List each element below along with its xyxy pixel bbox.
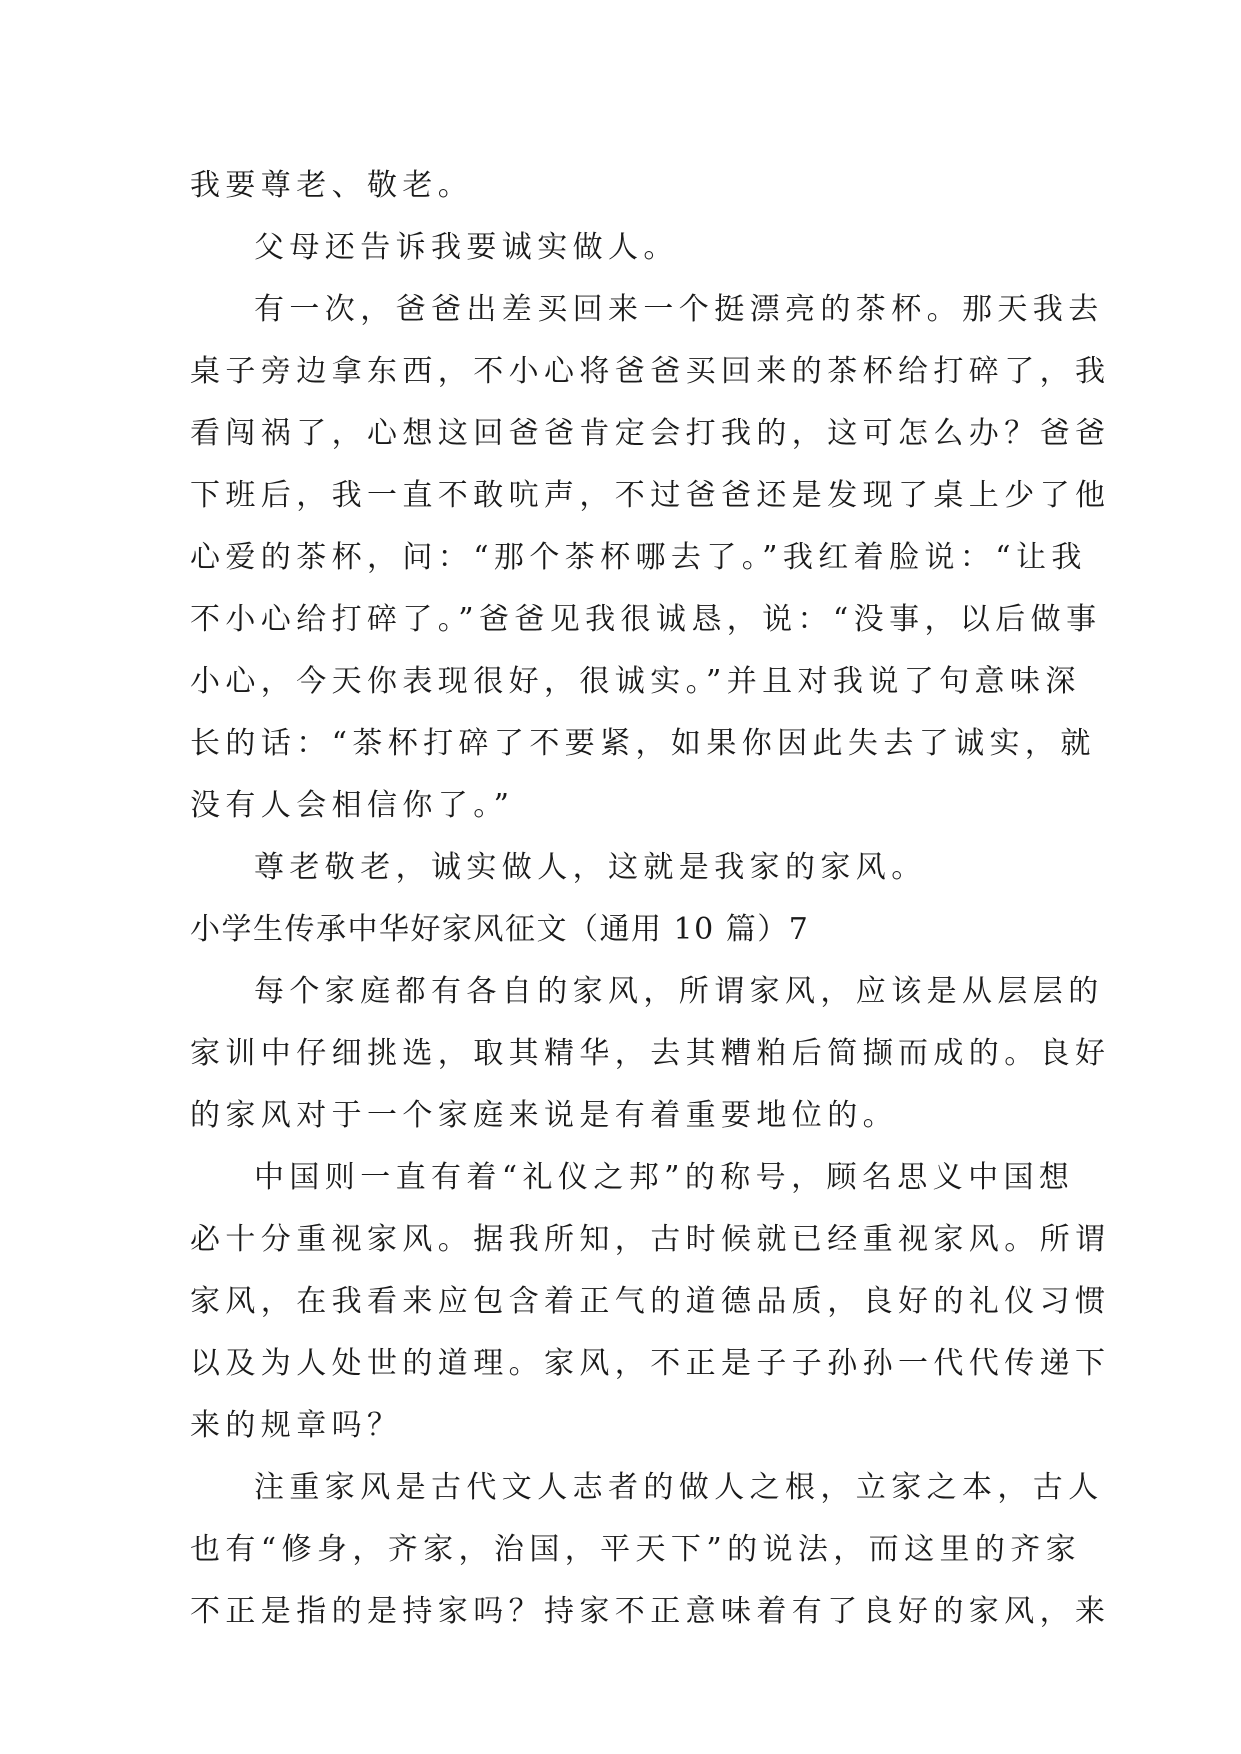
text-line: 必十分重视家风。据我所知，古时候就已经重视家风。所谓 xyxy=(190,1222,1111,1257)
text-line: 不正是指的是持家吗？持家不正意味着有了良好的家风，来 xyxy=(190,1594,1111,1629)
text-line: 我要尊老、敬老。 xyxy=(190,168,474,203)
section-heading: 小学生传承中华好家风征文（通用 10 篇）7 xyxy=(190,912,810,947)
text-line: 父母还告诉我要诚实做人。 xyxy=(254,230,679,265)
text-line: 不小心给打碎了。”爸爸见我很诚恳，说：“没事，以后做事 xyxy=(190,602,1102,637)
text-line: 没有人会相信你了。” xyxy=(190,788,515,823)
text-line: 每个家庭都有各自的家风，所谓家风，应该是从层层的 xyxy=(254,974,1104,1009)
text-line: 尊老敬老，诚实做人，这就是我家的家风。 xyxy=(254,850,927,885)
text-line: 桌子旁边拿东西，不小心将爸爸买回来的茶杯给打碎了，我 xyxy=(190,354,1111,389)
text-line: 看闯祸了，心想这回爸爸肯定会打我的，这可怎么办？爸爸 xyxy=(190,416,1111,451)
text-line: 家训中仔细挑选，取其精华，去其糟粕后简撷而成的。良好 xyxy=(190,1036,1111,1071)
text-line: 注重家风是古代文人志者的做人之根，立家之本，古人 xyxy=(254,1470,1104,1505)
text-line: 的家风对于一个家庭来说是有着重要地位的。 xyxy=(190,1098,898,1133)
text-line: 长的话：“茶杯打碎了不要紧，如果你因此失去了诚实，就 xyxy=(190,726,1096,761)
text-line: 小心，今天你表现很好，很诚实。”并且对我说了句意味深 xyxy=(190,664,1081,699)
text-line: 家风，在我看来应包含着正气的道德品质，良好的礼仪习惯 xyxy=(190,1284,1111,1319)
text-line: 中国则一直有着“礼仪之邦”的称号，顾名思义中国想 xyxy=(254,1160,1075,1195)
text-line: 心爱的茶杯，问：“那个茶杯哪去了。”我红着脸说：“让我 xyxy=(190,540,1087,575)
document-body xyxy=(190,155,1111,1643)
text-line: 来的规章吗？ xyxy=(190,1408,403,1443)
text-line: 有一次，爸爸出差买回来一个挺漂亮的茶杯。那天我去 xyxy=(254,292,1104,327)
text-line: 下班后，我一直不敢吭声，不过爸爸还是发现了桌上少了他 xyxy=(190,478,1111,513)
text-line: 以及为人处世的道理。家风，不正是子子孙孙一代代传递下 xyxy=(190,1346,1111,1381)
text-line: 也有“修身，齐家，治国，平天下”的说法，而这里的齐家 xyxy=(190,1532,1082,1567)
